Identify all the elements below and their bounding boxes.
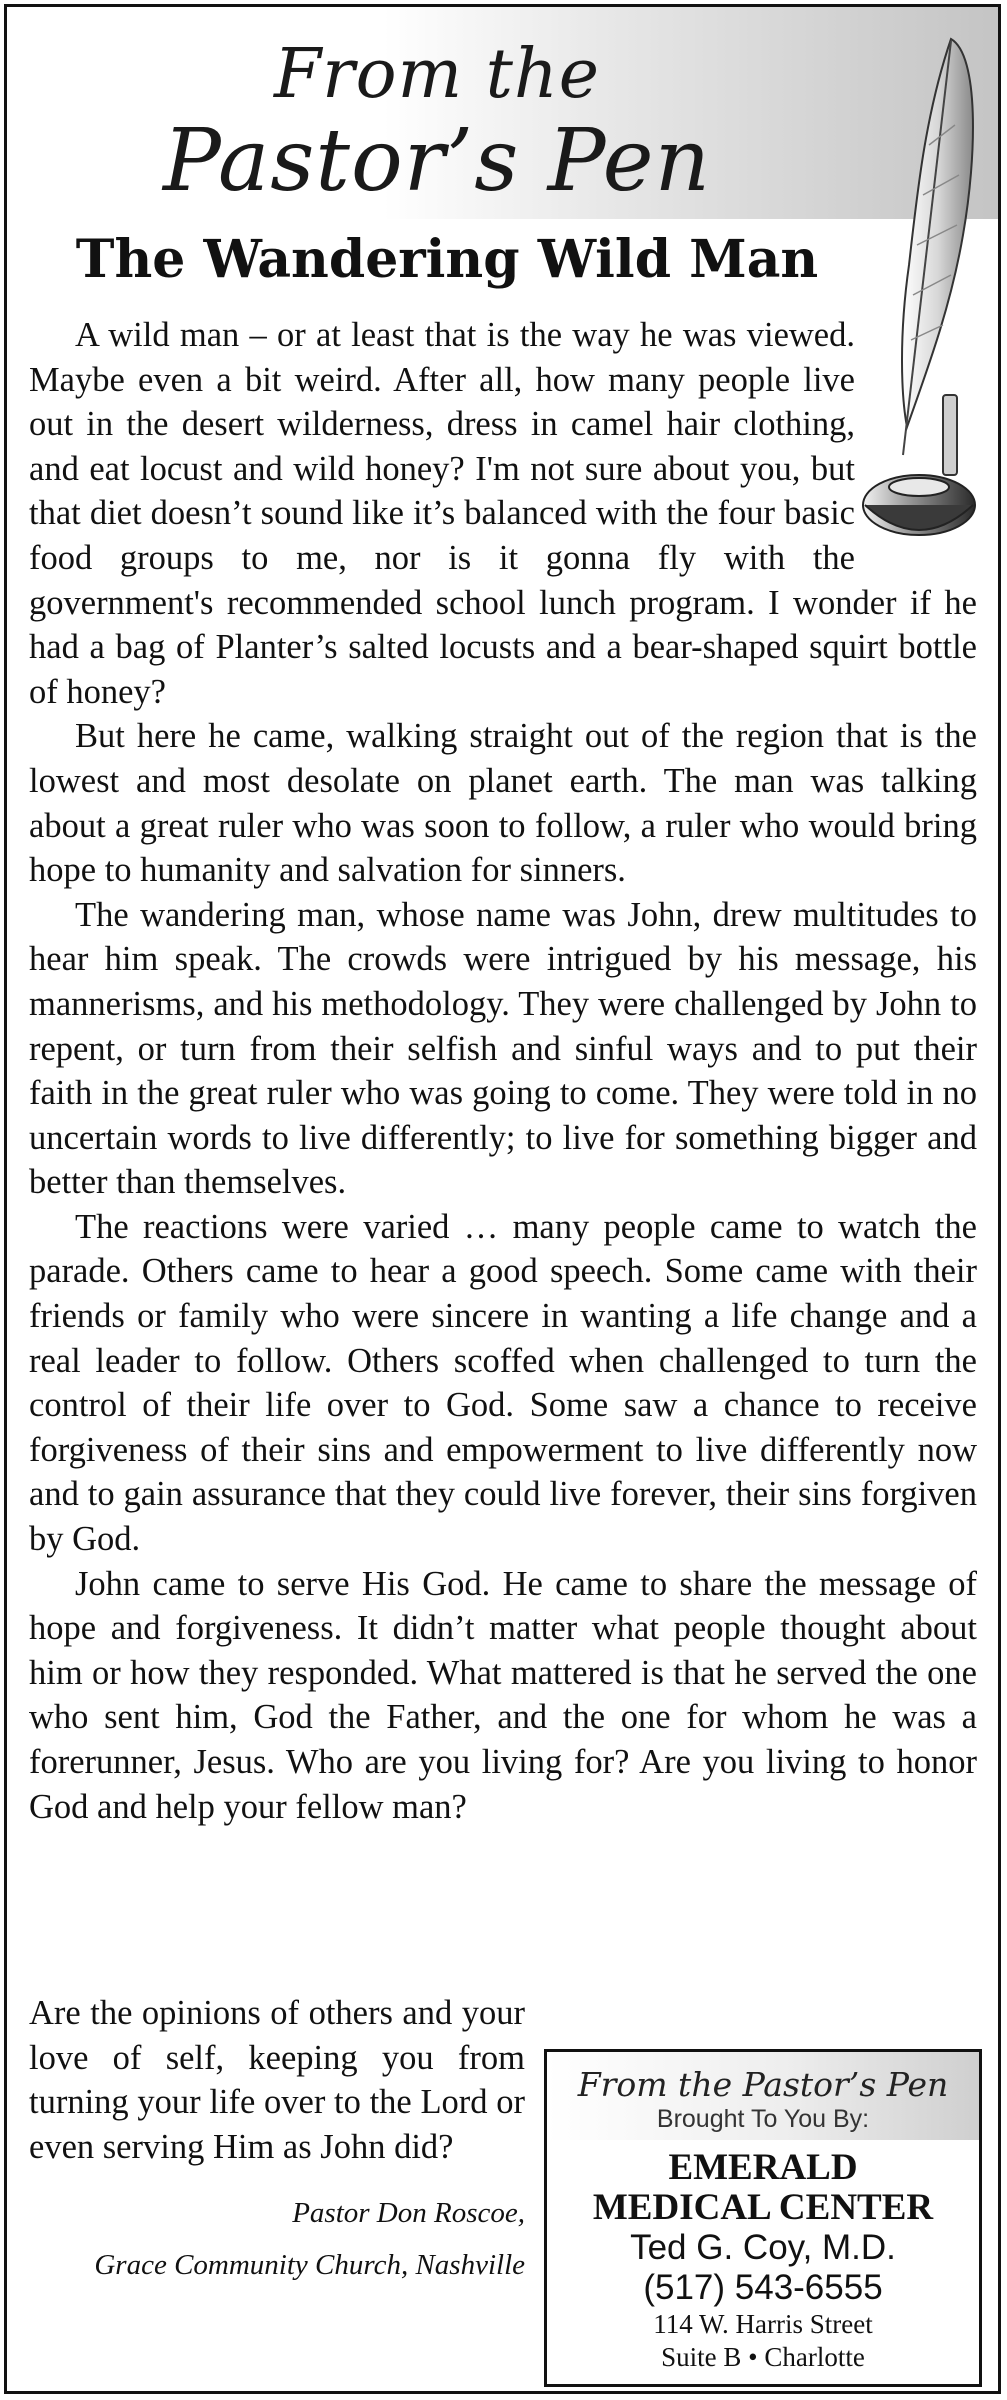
bulletin-page: [4, 4, 1001, 2394]
article-body: [29, 313, 977, 1829]
sponsor-phone: (517) 543-6555: [643, 2268, 883, 2307]
sponsor-address-1: 114 W. Harris Street: [653, 2309, 873, 2339]
article-title: The Wandering Wild Man: [75, 229, 819, 290]
sponsor-doctor: Ted G. Coy, M.D.: [630, 2228, 896, 2267]
masthead-line-1: From the: [273, 35, 601, 114]
article-paragraph: A wild man – or at least that is the way he was viewed. Maybe even a bit weird. After all, how many people live out in the desert wilderness, dress in camel hair clothing, and eat locust and wild honey? I'm not sure about you, but that diet doesn’t sound like it’s balanced with the four basic food groups to me, nor is it gonna fly with the government's recommended school lunch program. I wonder if he had a bag of Planter’s salted locusts and a bear-shaped squirt bottle of honey?: [29, 316, 977, 711]
article-paragraph: The wandering man, whose name was John, drew multitudes to hear him speak. The crowds were intrigued by his message, his mannerisms, and his methodology. They were challenged by John to repent, or turn from their selfish and sinful ways and to put their faith in the great ruler who was going to come. They were told in no uncertain words to live differently; to live for something bigger and better than themselves.: [29, 895, 977, 1202]
closing-text: Are the opinions of others and your love of self, keeping you from turning your life over to the Lord or even serving Him as John did?: [29, 1994, 525, 2166]
masthead-line-2: Pastor’s Pen: [163, 111, 711, 211]
sponsor-brought-by: Brought To You By:: [656, 2105, 870, 2133]
signature-church: Grace Community Church, Nashville: [94, 2249, 525, 2281]
article-paragraph: John came to serve His God. He came to share the message of hope and forgiveness. It didn’t matter what people thought about him or how they responded. What mattered is that he served the one who sent him, God the Father, and the one for whom he was a forerunner, Jesus. Who are you living for? Are you living to honor God and help your fellow man?: [29, 1564, 977, 1826]
sponsor-ad-box: [544, 2049, 982, 2387]
quill-wrap-spacer: [855, 313, 977, 543]
sponsor-address-2: Suite B • Charlotte: [661, 2342, 865, 2372]
article-paragraph: The reactions were varied … many people came to watch the parade. Others came to hear a good speech. Some came with their friends or family who were sincere in wanting a life change and a real leader to follow. Others scoffed when challenged to turn the control of their life over to God. Some saw a chance to receive forgiveness of their sins and empowerment to live differently now and to gain assurance that they could live forever, their sins forgiven by God.: [29, 1207, 977, 1559]
sponsor-script-title: From the Pastor’s Pen: [577, 2065, 949, 2104]
sponsor-name-line-2: MEDICAL CENTER: [592, 2187, 934, 2228]
sponsor-details: [547, 2140, 979, 2374]
sponsor-name-line-1: EMERALD: [668, 2147, 858, 2188]
article-paragraph: But here he came, walking straight out of the region that is the lowest and most desolate on planet earth. The man was talking about a great ruler who was soon to follow, a ruler who would bring hope to humanity and salvation for sinners.: [29, 717, 977, 890]
masthead-banner: [7, 7, 998, 219]
signature-name: Pastor Don Roscoe,: [292, 2197, 525, 2229]
sponsor-header: [547, 2052, 979, 2140]
